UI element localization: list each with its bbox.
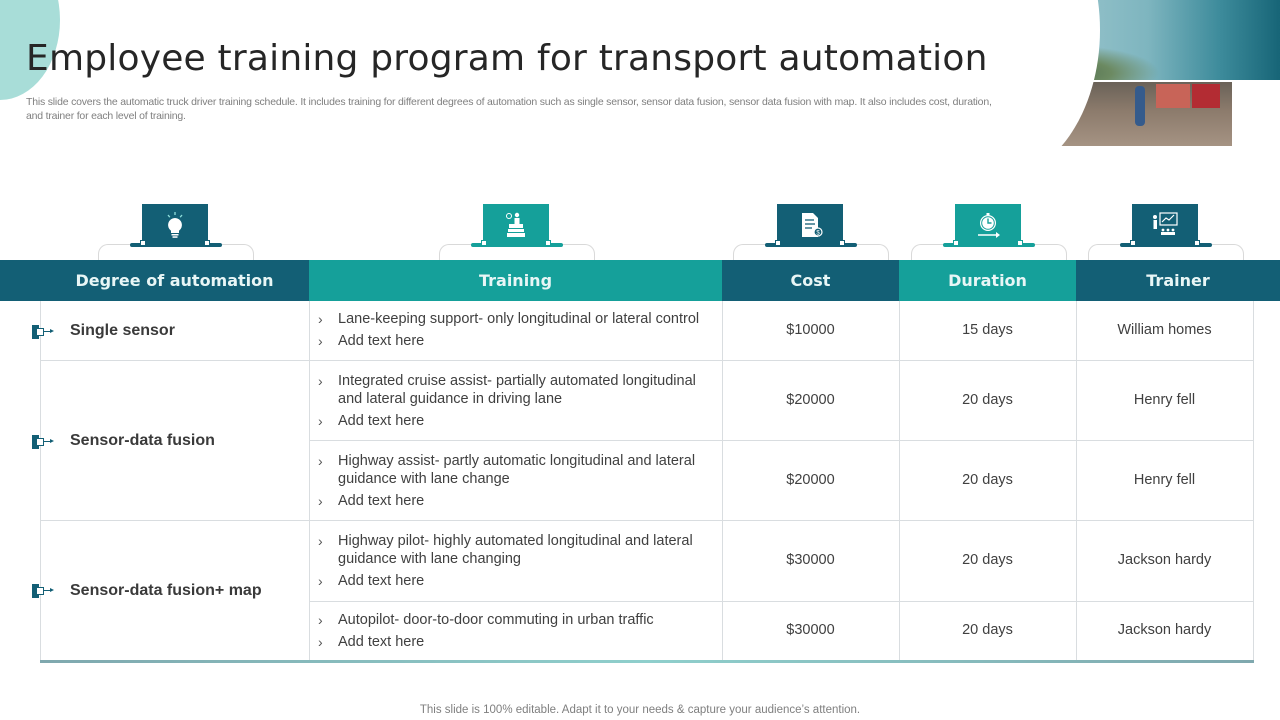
training-bullet: › Add text here bbox=[318, 413, 425, 429]
cost-cell: $20000 bbox=[786, 472, 835, 488]
degree-sensor-data-fusion-map: Sensor-data fusion+ map bbox=[70, 582, 262, 599]
grid-line bbox=[1253, 301, 1254, 661]
trainer-chart-icon bbox=[1132, 204, 1198, 246]
trainer-cell: Henry fell bbox=[1133, 392, 1196, 408]
slide-footer: This slide is 100% editable. Adapt it to your needs & capture your audience’s attention. bbox=[419, 704, 861, 716]
training-cell bbox=[318, 611, 710, 655]
training-cell bbox=[318, 452, 710, 514]
chevron-right-icon: › bbox=[318, 413, 323, 429]
chevron-right-icon: › bbox=[318, 493, 323, 509]
trainer-cell: Jackson hardy bbox=[1117, 622, 1212, 638]
duration-cell: 20 days bbox=[962, 392, 1013, 408]
training-bullet: › Highway pilot- highly automated longitudinal and lateral guidance with lane changing bbox=[318, 533, 693, 567]
cost-cell: $10000 bbox=[786, 322, 835, 338]
training-icon-tab bbox=[439, 204, 595, 262]
header-training: Training bbox=[309, 260, 722, 301]
invoice-dollar-icon bbox=[777, 204, 843, 246]
cost-cell: $30000 bbox=[786, 622, 835, 638]
grid-line bbox=[40, 301, 41, 661]
table-header bbox=[0, 260, 1280, 301]
degree-single-sensor: Single sensor bbox=[70, 322, 175, 339]
classroom-presentation-icon bbox=[483, 204, 549, 246]
degree-sensor-data-fusion: Sensor-data fusion bbox=[70, 432, 215, 449]
training-bullet: › Highway assist- partly automatic longitudinal and lateral guidance with lane change bbox=[318, 453, 696, 487]
training-bullet: › Lane-keeping support- only longitudinal or lateral control bbox=[318, 311, 700, 327]
row-divider bbox=[40, 360, 1254, 361]
cost-icon-tab bbox=[733, 204, 889, 262]
duration-cell: 20 days bbox=[962, 552, 1013, 568]
training-cell bbox=[318, 532, 710, 594]
chevron-right-icon: › bbox=[318, 533, 323, 549]
chevron-right-icon: › bbox=[318, 573, 323, 589]
header-duration: Duration bbox=[899, 260, 1076, 301]
cost-cell: $20000 bbox=[786, 392, 835, 408]
training-bullet: › Integrated cruise assist- partially automated longitudinal and lateral guidance in driving lane bbox=[318, 373, 696, 407]
trainer-cell: William homes bbox=[1117, 322, 1212, 338]
row-divider bbox=[309, 440, 1254, 441]
header-cost: Cost bbox=[722, 260, 899, 301]
duration-cell: 20 days bbox=[962, 622, 1013, 638]
slide-subtitle: This slide covers the automatic truck driver training schedule. It includes training for different degrees of automation such as single sensor, sensor data fusion, sensor data fusion with map. It also includes cost, duration, and trainer for each level of training. bbox=[26, 96, 992, 122]
training-cell bbox=[318, 310, 710, 354]
chevron-right-icon: › bbox=[318, 634, 323, 650]
chevron-right-icon: › bbox=[318, 453, 323, 469]
training-bullet: › Add text here bbox=[318, 573, 425, 589]
row-divider bbox=[40, 520, 1254, 521]
trainer-icon-tab bbox=[1088, 204, 1244, 262]
stopwatch-arrow-icon bbox=[955, 204, 1021, 246]
chevron-right-icon: › bbox=[318, 311, 323, 327]
training-bullet: › Autopilot- door-to-door commuting in urban traffic bbox=[318, 612, 654, 628]
row-marker-icon bbox=[32, 584, 56, 598]
table-bottom-border bbox=[40, 660, 1254, 663]
parking-lot-photo bbox=[1040, 0, 1280, 146]
degree-icon-tab bbox=[98, 204, 254, 262]
training-cell bbox=[318, 372, 710, 434]
duration-cell: 15 days bbox=[962, 322, 1013, 338]
grid-line bbox=[309, 301, 310, 661]
trainer-cell: Henry fell bbox=[1133, 472, 1196, 488]
trainer-cell: Jackson hardy bbox=[1117, 552, 1212, 568]
training-bullet: › Add text here bbox=[318, 333, 425, 349]
chevron-right-icon: › bbox=[318, 333, 323, 349]
row-marker-icon bbox=[32, 435, 56, 449]
row-marker-icon bbox=[32, 325, 56, 339]
duration-icon-tab bbox=[911, 204, 1067, 262]
lightbulb-icon bbox=[142, 204, 208, 246]
slide-title: Employee training program for transport automation bbox=[26, 38, 988, 79]
chevron-right-icon: › bbox=[318, 373, 323, 389]
row-divider bbox=[309, 601, 1254, 602]
duration-cell: 20 days bbox=[962, 472, 1013, 488]
training-bullet: › Add text here bbox=[318, 493, 425, 509]
header-degree: Degree of automation bbox=[0, 260, 309, 301]
header-trainer: Trainer bbox=[1076, 260, 1280, 301]
training-bullet: › Add text here bbox=[318, 634, 425, 650]
chevron-right-icon: › bbox=[318, 612, 323, 628]
cost-cell: $30000 bbox=[786, 552, 835, 568]
svg-text:$: $ bbox=[816, 230, 820, 237]
